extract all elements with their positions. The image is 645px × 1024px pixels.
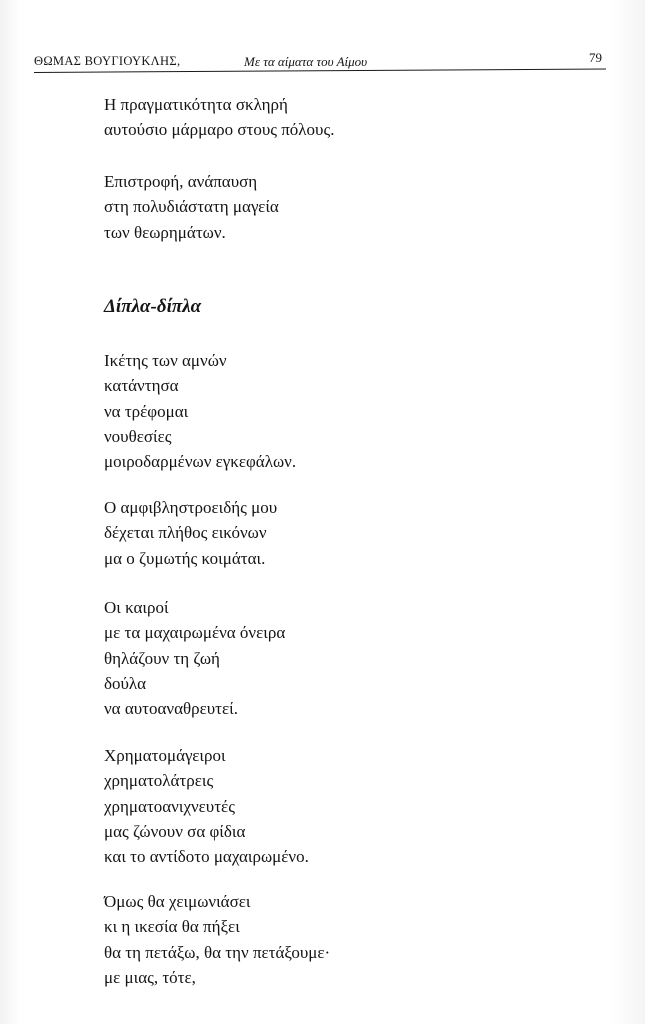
verse-line: και το αντίδοτο μαχαιρωμένο. [104,847,309,867]
verse-line: με τα μαχαιρωμένα όνειρα [104,623,286,643]
stanza-3 [104,348,296,474]
stanza-7 [104,889,330,990]
poem-title: Δίπλα-δίπλα [104,296,202,317]
verse-line: Ο αμφιβληστροειδής μου [104,498,278,517]
verse-line: κι η ικεσία θα πήξει [104,917,240,937]
verse-line: των θεωρημάτων. [104,222,226,242]
verse-line: θα τη πετάξω, θα την πετάξουμε· [104,942,331,962]
verse-line: μας ζώνουν σα φίδια [104,821,246,841]
verse-line: μα ο ζυμωτής κοιμάται. [104,548,266,568]
verse-line: μοιροδαρμένων εγκεφάλων. [104,452,297,472]
verse-line: Όμως θα χειμωνιάσει [104,892,251,911]
verse-line: δέχεται πλήθος εικόνων [104,523,267,543]
verse-line: χρηματοανιχνευτές [104,796,235,816]
verse-line: χρηματολάτρεις [104,771,214,791]
verse-line: νουθεσίες [104,426,172,446]
header-book-title: Με τα αίματα του Αίμου [244,54,368,69]
stanza-6 [104,743,309,869]
stanza-5 [104,595,285,721]
verse-line: να αυτοαναθρευτεί. [104,699,238,719]
verse-line: κατάντησα [104,376,179,396]
verse-line: Η πραγματικότητα σκληρή [104,95,288,114]
verse-line: Οι καιροί [104,598,169,617]
verse-line: Χρηματομάγειροι [104,746,226,765]
stanza-1 [104,92,334,143]
page-number: 79 [589,50,602,65]
verse-line: στη πολυδιάστατη μαγεία [104,197,279,217]
verse-line: Επιστροφή, ανάπαυση [104,172,258,191]
stanza-4 [104,495,277,571]
verse-line: θηλάζουν τη ζωή [104,648,220,668]
verse-line: να τρέφομαι [104,401,189,421]
verse-line: αυτούσιο μάρμαρο στους πόλους. [104,120,335,140]
verse-line: με μιας, τότε, [104,967,196,987]
verse-line: Ικέτης των αμνών [104,351,227,370]
header-author: ΘΩΜΑΣ ΒΟΥΓΙΟΥΚΛΗΣ, [34,54,181,68]
stanza-2 [104,169,279,245]
verse-line: δούλα [104,673,147,693]
